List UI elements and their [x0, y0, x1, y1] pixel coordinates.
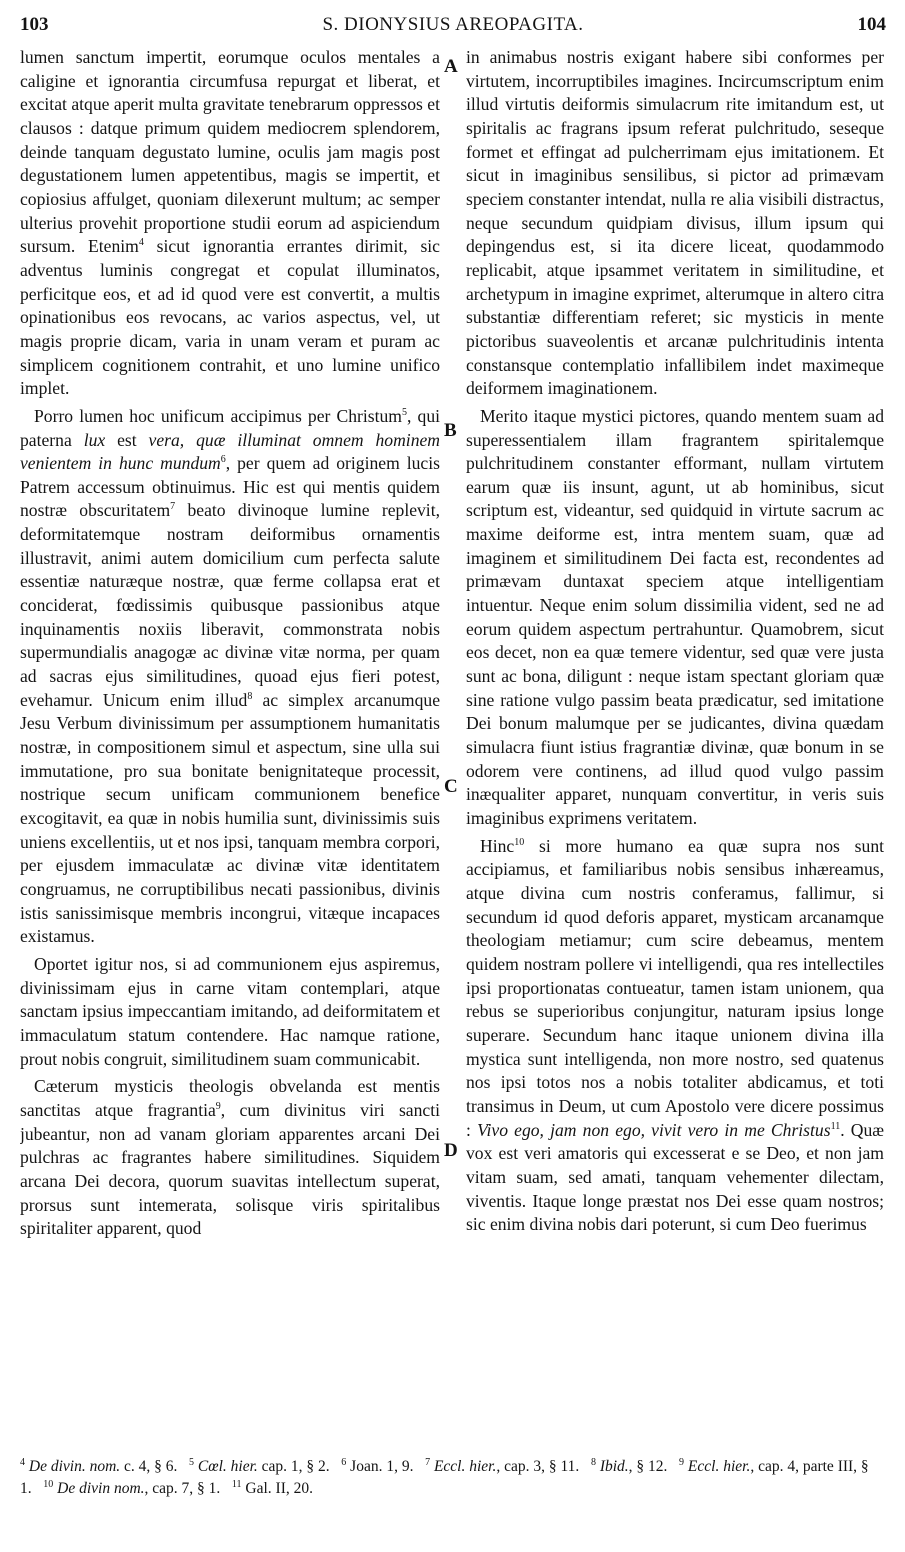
footnote-ref-text: Joan. 1, 9.	[350, 1458, 414, 1475]
text-run: Merito itaque mystici pictores, quando mentem suam ad superessentialem illam fragrantem spiritalemque pulchritudinem constanter efformant, nullam virtutem earum quæ iis insunt, agunt, ut ab hominibus, sicut scriptum est, videantur, sed quidquid in virtute sacrum ac maxime deiforme est, intra mentem suam, quæ ad imaginem et similitudinem Dei facta est, recondentes ad primævam duntaxat speciem atque intelligentiam intuentur. Neque enim solum dissimilia vident, sed ne ad eorum quidem aspectum pertrahuntur. Quamobrem, sicut eos decet, non ea quæ temere videntur, sed quæ vere justa sunt ac bona, diligunt : neque istam spectant gloriam quæ sine ratione vulgo passim beata prædicatur, sed imitatione Dei bonum malumque per se judicantes, divina quædam simulacra fiunt istius fragrantiæ divinæ, quæ bonum in se odorem vere continens, ad illud quod vulgo passim inæqualiter apparet, nunquam convertitur, in veris suis imaginibus exprimens veritatem.	[466, 405, 884, 828]
left-column	[20, 46, 440, 1442]
italic-run: lux	[83, 429, 106, 450]
footnote-ref-text: Gal. II, 20.	[245, 1480, 313, 1497]
footnote-ref-text: , cap. 7, § 1.	[144, 1480, 221, 1497]
italic-run: vera, quæ illuminat omnem hominem venientem in hunc mundum	[20, 429, 440, 474]
footnote-title: De divin nom.	[57, 1480, 145, 1497]
paragraph	[466, 405, 884, 831]
right-column	[466, 46, 884, 1442]
text-run: Oportet igitur nos, si ad communionem ejus aspiremus, divinissimam ejus in carne vitam contemplari, atque sanctam ipsius impeccantiam imitando, ad deiformitatem et immaculatum statum contendere. Hac namque ratione, prout nobis congruit, similitudinem suam communicabit.	[20, 953, 440, 1069]
page-number-right: 104	[857, 14, 886, 35]
paragraph	[466, 46, 884, 401]
italic-run: Vivo ego, jam non ego, vivit vero in me Christus	[477, 1119, 831, 1140]
footnote-ref-text: c. 4, § 6.	[120, 1458, 178, 1475]
footnote-ref-text: cap. 1, § 2.	[257, 1458, 330, 1475]
footnote-number: 11	[231, 1478, 242, 1490]
margin-marker-c: C	[444, 776, 458, 797]
paragraph	[20, 953, 440, 1071]
footnote-ref: 9	[215, 1101, 221, 1113]
paragraph	[466, 835, 884, 1237]
margin-marker-b: B	[444, 420, 457, 441]
footnote-title: Cœl. hier.	[197, 1458, 258, 1475]
paragraph	[20, 1075, 440, 1241]
text-run: , qui paterna	[20, 405, 440, 450]
footnote-number: 7	[425, 1456, 431, 1468]
paragraph	[20, 46, 440, 401]
footnote-ref-text: , § 12.	[628, 1458, 668, 1475]
text-run: . Quæ vox est veri amatoris qui excesserat e se Deo, et non jam vitam suam, sed amati, tanquam vehementer dilectam, viventis. Itaque longe præstat nos Dei esse quam nostros; sic enim divina nobis dari poterunt, si cum Deo fuerimus	[466, 1119, 884, 1235]
footnote-number: 8	[590, 1456, 596, 1468]
footnote-number: 6	[341, 1456, 347, 1468]
text-run: est	[105, 429, 149, 450]
footnote-number: 5	[189, 1456, 195, 1468]
running-header	[20, 10, 886, 44]
text-run: lumen sanctum impertit, eorumque oculos mentales a caligine et ignorantia circumfusa repurgat et liberat, et excitat atque aperit multa gravitate tenebrarum oppressos et clausos : datque primum quidem mediocrem splendorem, deinde tanquam degustato lumine, oculis jam magis post degustationem lumen appetentibus, magis se impertit, et copiosius affulget, quoniam dilexerunt multum; ac semper ulterius provehit proportione studii eorum ad aspiciendum sursum. Etenim	[20, 47, 440, 257]
text-run: ac simplex arcanumque Jesu Verbum divinissimum per assumptionem humanitatis nostræ, in compositionem simul et aspectum, sine ulla sui immutatione, pro sua bonitate benignitateque processit, nostrique secum unificam communionem benefice excogitavit, ea quæ in nobis humilia sunt, divinissimis suis uniens excellentiis, ut et nos ipsi, tanquam membra corpori, per ejusdem immaculatæ ac divinæ vitæ identitatem congruamus, ne corruptibilibus necati passionibus, divinis istis sanissimisque membris incongrui, vitæque incapaces existamus.	[20, 689, 440, 947]
text-run: sicut ignorantia errantes dirimit, sic adventus luminis congregat et copulat illuminatos, perficitque eos, et ad id quod vere est convertit, a multis opinationibus eos revocans, ac varios aspectus, vel, ut magis proprie dicam, varia in unam veram et puram ac simplicem cognitionem contrahit, et uno lumine unifico implet.	[20, 236, 440, 399]
footnote-ref: 11	[830, 1120, 841, 1132]
paragraph	[20, 405, 440, 949]
page-number-left: 103	[20, 14, 49, 35]
footnote-ref: 5	[402, 406, 407, 418]
text-run: Hinc	[480, 835, 515, 856]
footnote-ref-text: , cap. 3, § 11.	[496, 1458, 580, 1475]
running-title: S. DIONYSIUS AREOPAGITA.	[322, 14, 584, 35]
footnote-ref: 10	[514, 836, 525, 848]
footnote-title: Eccl. hier.	[687, 1458, 751, 1475]
text-run: , per quem ad originem lucis Patrem accessum obtinuimus. Hic est qui mentis quidem nostræ obscuritatem	[20, 453, 440, 521]
footnote-number: 4	[20, 1456, 25, 1468]
footnote-ref: 6	[220, 454, 226, 466]
footnote-title: Ibid.	[599, 1458, 629, 1475]
text-run: Cæterum mysticis theologis obvelanda est mentis sanctitas atque fragrantia	[20, 1076, 440, 1120]
footnotes	[20, 1456, 886, 1500]
footnote-number: 10	[43, 1478, 54, 1490]
margin-marker-d: D	[444, 1140, 458, 1161]
footnote-ref-text: , cap. 4, parte III, § 1.	[20, 1458, 869, 1497]
footnote-number: 9	[679, 1456, 685, 1468]
text-run: beato divinoque lumine replevit, deformitatemque nostram deiformibus ornamentis illustravit, animi autem domicilium cum perfecta salute essentiæ naturæque nostræ, quæ ferme collapsa erat et conciderat, fœdissimis quibusque passionibus atque inquinamentis noxiis liberavit, commonstrata nobis supermundialis anagogæ ac divinæ vitæ norma, per quam ad sacras ejus similitudines, quoad ejus fieri potest, evehamur. Unicum enim illud	[20, 500, 440, 710]
footnote-ref: 4	[138, 237, 144, 249]
text-run: , cum divinitus viri sancti jubeantur, non ad vanam gloriam apparentes arcani Dei pulchras ac fragrantes habere similitudines. Siquidem arcana Dei decora, quorum suavitas intellectum superat, prorsus sunt intemerata, solisque viris spiritalibus spiritaliter apparent, quod	[20, 1099, 440, 1239]
footnote-ref: 8	[247, 690, 253, 702]
text-run: in animabus nostris exigant habere sibi conformes per virtutem, incorruptibiles imagines. Incircumscriptum enim illud virtutis deiformis simulacrum rite imitandum est, ut spiritalis ac fragrans ipsum referat pulchritudo, seseque formet et effingat ad pulcherrimam ejus imitationem. Et sicut in imaginibus sensilibus, si pictor ad primævam speciem constanter intendat, nulla re alia visibili distractus, neque secundum quidpiam divisus, illum ipsum qui depingendus est, si ita dicere liceat, quodammodo replicabit, atque ipsammet veritatem in similitudine, et archetypum in imagine exprimet, alterumque in altero citra substantiæ differentiam referet; sic mysticis in mente pictoribus suaveolentis et arcanæ pulchritudinis intenta constansque contemplatio infallibilem indet maximeque deiformem imaginationem.	[466, 47, 884, 399]
footnote-title: Eccl. hier.	[433, 1458, 497, 1475]
footnote-ref: 7	[170, 501, 176, 513]
text-run: Porro lumen hoc unificum accipimus per Christum	[34, 405, 402, 426]
footnote-title: De divin. nom.	[28, 1458, 121, 1475]
text-run: si more humano ea quæ supra nos sunt accipiamus, et familiaribus nobis sensibus inhæreamus, atque divina cum nostris conferamus, fallimur, si secundum id quod deforis apparet, mysticam arcanamque theologiam metiamur; cum scire debeamus, mentem quidem nostram pollere vi intelligendi, qua res intellectiles ipsi proportionatas contueatur, tamen istam unionem, qua rebus se superioribus conjungitur, naturam ipsius longe superare. Secundum hanc itaque unionem divina illa mystica sunt intelligenda, non more nostro, sed quatenus nos ipsi totos nos a nobis totaliter abdicamus, et toti transimus in Deum, ut cum Apostolo vere dicere possimus :	[466, 835, 884, 1140]
margin-marker-a: A	[444, 56, 458, 77]
